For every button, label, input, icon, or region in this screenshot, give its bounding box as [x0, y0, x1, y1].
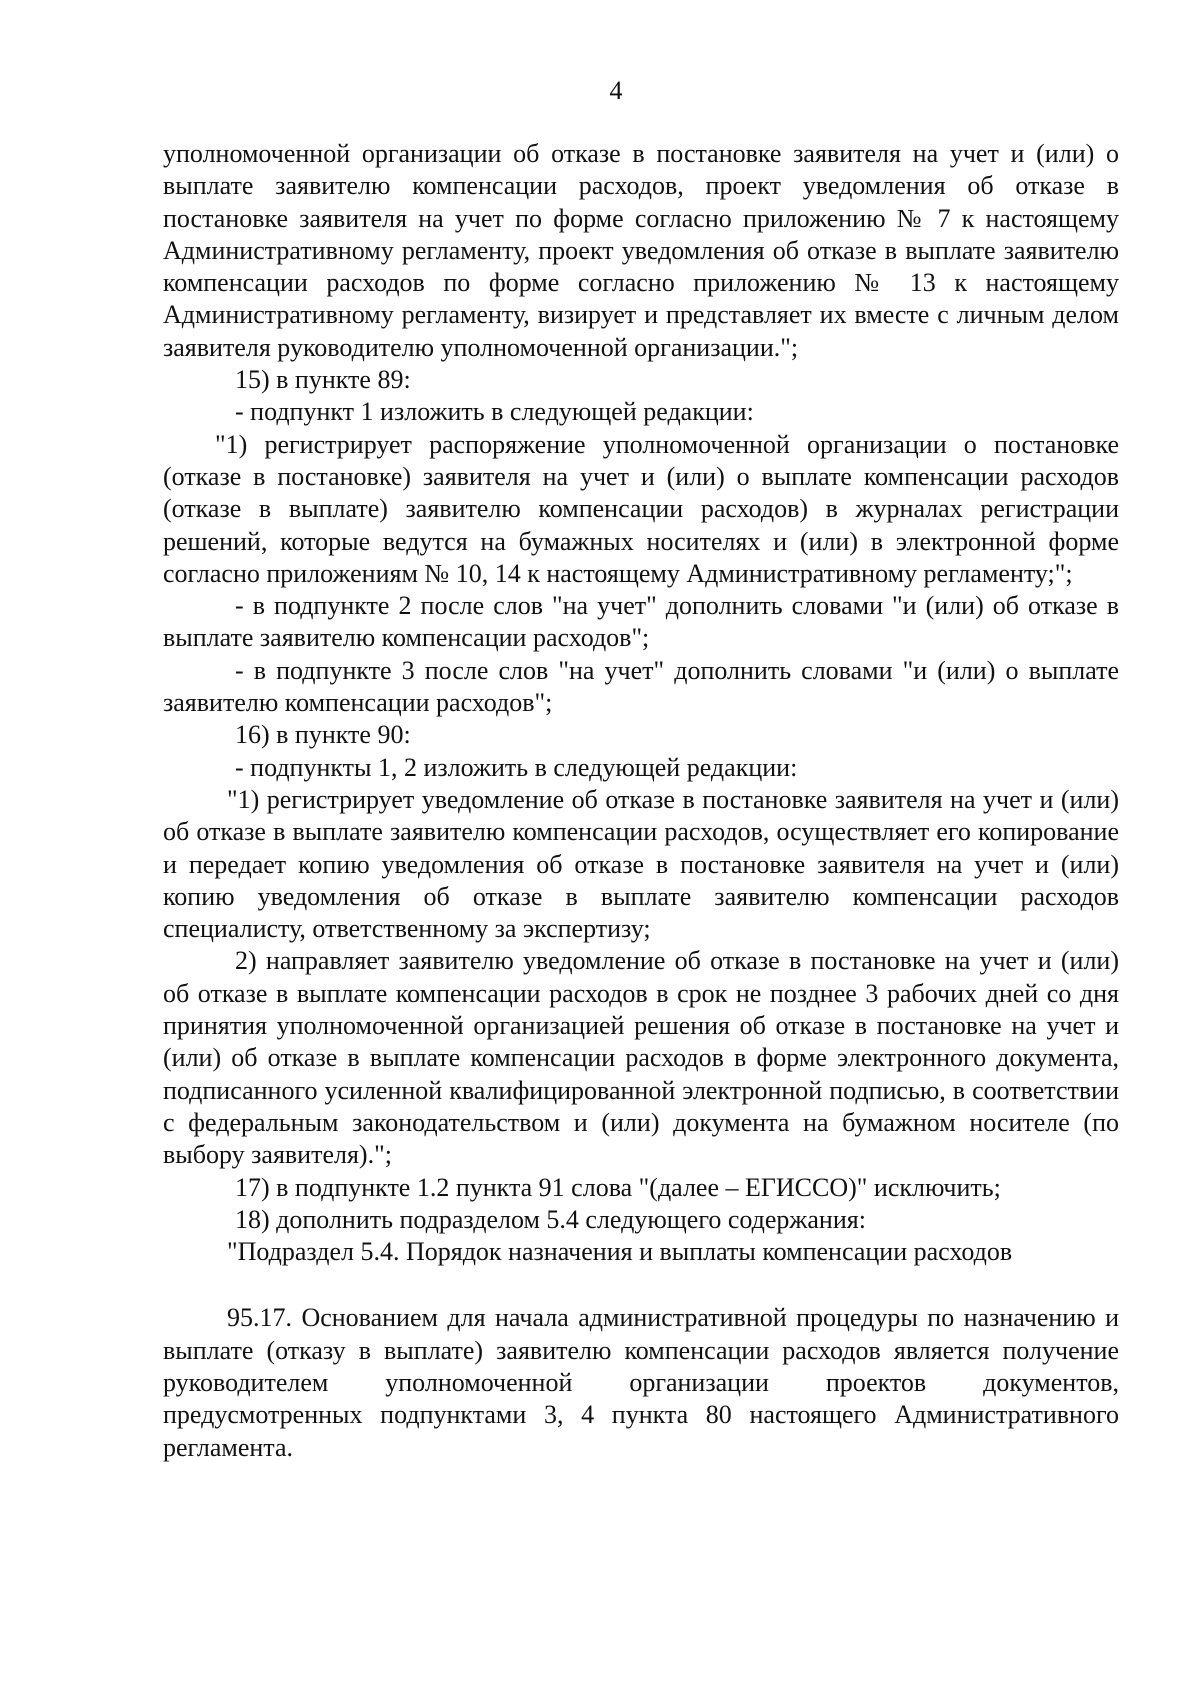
item-15: 15) в пункте 89:	[235, 365, 411, 395]
subsection-heading: "Подраздел 5.4. Порядок назначения и выплаты компенсации расходов	[227, 1237, 1013, 1267]
item-15-sub-2: - в подпункте 2 после слов "на учет" дополнить словами "и (или) об отказе в выплате заявителю компенсации расходов";	[163, 591, 1119, 653]
item-15-text: "1) регистрирует распоряжение уполномоченной организации о постановке (отказе в постановке) заявителя на учет и (или) о выплате компенсации расходов (отказе в выплате) заявителю компенсации расходов) в журналах регистрации решений, которые ведутся на бумажных носителях и (или) в электронной форме согласно приложениям № 10, 14 к настоящему Административному регламенту;";	[163, 429, 1119, 588]
document-body	[163, 138, 1119, 1464]
paragraph-continuation: уполномоченной организации об отказе в постановке заявителя на учет и (или) о выплате заявителю компенсации расходов, проект уведомления об отказе в постановке заявителя на учет по форме согласно приложению № 7 к настоящему Административному регламенту, проект уведомления об отказе в выплате заявителю компенсации расходов по форме согласно приложению № 13 к настоящему Административному регламенту, визирует и представляет их вместе с личным делом заявителя руководителю уполномоченной организации.";	[163, 139, 1119, 362]
blank-line	[163, 1268, 1119, 1302]
item-16-text-1: "1) регистрирует уведомление об отказе в постановке заявителя на учет и (или) об отказе в выплате заявителю компенсации расходов, осуществляет его копирование и передает копию уведомления об отказе в постановке заявителя на учет и (или) копию уведомления об отказе в выплате заявителю компенсации расходов специалисту, ответственному за экспертизу;	[163, 784, 1119, 944]
item-16-text-2: 2) направляет заявителю уведомление об отказе в постановке на учет и (или) об отказе в выплате компенсации расходов в срок не позднее 3 рабочих дней со дня принятия уполномоченной организацией решения об отказе в постановке на учет и (или) об отказе в выплате компенсации расходов в форме электронного документа, подписанного усиленной квалифицированной электронной подписью, в соответствии с федеральным законодательством и (или) документа на бумажном носителе (по выбору заявителя).";	[163, 946, 1119, 1170]
item-16: 16) в пункте 90:	[235, 720, 411, 750]
item-17: 17) в подпункте 1.2 пункта 91 слова "(далее – ЕГИССО)" исключить;	[235, 1172, 1001, 1202]
item-15-sub: - подпункт 1 изложить в следующей редакции:	[235, 397, 754, 427]
item-18: 18) дополнить подразделом 5.4 следующего содержания:	[235, 1204, 866, 1234]
page-number: 4	[609, 76, 623, 105]
item-16-sub: - подпункты 1, 2 изложить в следующей редакции:	[235, 752, 798, 782]
item-15-sub-3: - в подпункте 3 после слов "на учет" дополнить словами "и (или) о выплате заявителю компенсации расходов";	[163, 655, 1119, 718]
clause-95-17: 95.17. Основанием для начала административной процедуры по назначению и выплате (отказу в выплате) заявителю компенсации расходов является получение руководителем уполномоченной организации проектов документов, предусмотренных подпунктами 3, 4 пункта 80 настоящего Административного регламента.	[163, 1303, 1119, 1462]
